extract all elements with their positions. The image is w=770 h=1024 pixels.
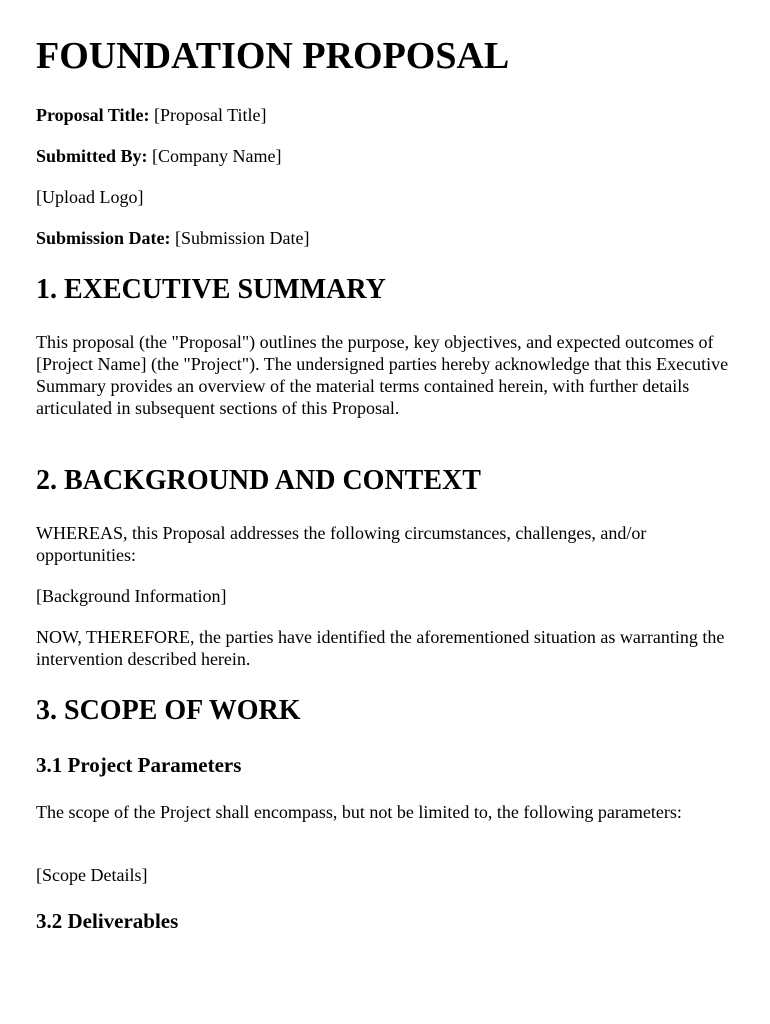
project-parameters-heading: 3.1 Project Parameters bbox=[36, 753, 242, 777]
submitted-by-label: Submitted By: bbox=[36, 146, 148, 166]
executive-summary-body: This proposal (the "Proposal") outlines the purpose, key objectives, and expected outcomes of [Project Name] (the "Project"). The undersigned parties hereby acknowledge that this Executive Summary provides an overview of the material terms contained herein, with further details articulated in subsequent sections of this Proposal. bbox=[36, 332, 729, 418]
background-placeholder: [Background Information] bbox=[36, 586, 227, 606]
deliverables-heading: 3.2 Deliverables bbox=[36, 909, 179, 933]
scope-placeholder: [Scope Details] bbox=[36, 865, 148, 885]
submitted-by-line bbox=[36, 145, 281, 167]
background-whereas: WHEREAS, this Proposal addresses the following circumstances, challenges, and/or opportunities: bbox=[36, 523, 647, 565]
proposal-title-line bbox=[36, 104, 267, 126]
document-title: FOUNDATION PROPOSAL bbox=[36, 35, 510, 77]
proposal-title-label: Proposal Title: bbox=[36, 105, 150, 125]
submitted-by-value: [Company Name] bbox=[147, 146, 282, 166]
background-heading: 2. BACKGROUND AND CONTEXT bbox=[36, 465, 481, 496]
proposal-title-value: [Proposal Title] bbox=[149, 105, 267, 125]
project-parameters-body: The scope of the Project shall encompass, but not be limited to, the following parameters: bbox=[36, 802, 682, 822]
submission-date-value: [Submission Date] bbox=[170, 228, 310, 248]
executive-summary-heading: 1. EXECUTIVE SUMMARY bbox=[36, 274, 386, 305]
scope-heading: 3. SCOPE OF WORK bbox=[36, 695, 301, 726]
upload-logo-placeholder: [Upload Logo] bbox=[36, 187, 144, 207]
background-therefore: NOW, THEREFORE, the parties have identified the aforementioned situation as warranting the intervention described herein. bbox=[36, 627, 725, 669]
submission-date-label: Submission Date: bbox=[36, 228, 171, 248]
submission-date-line bbox=[36, 227, 310, 249]
